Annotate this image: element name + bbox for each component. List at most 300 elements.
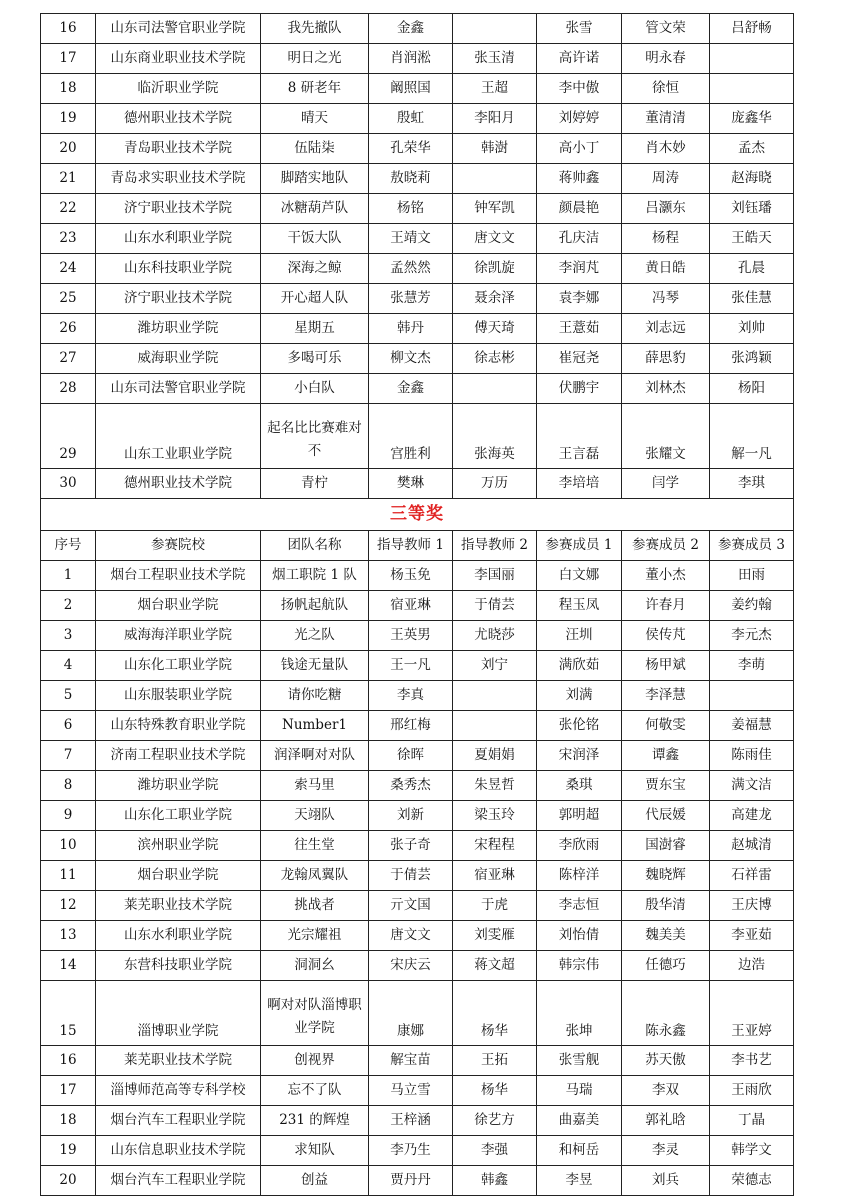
- cell-school: 潍坊职业学院: [96, 771, 261, 801]
- table-row: [41, 224, 794, 254]
- cell-team: 润泽啊对对队: [261, 741, 369, 771]
- cell-teacher-1: 金鑫: [369, 14, 453, 44]
- cell-teacher-1: 阚照国: [369, 74, 453, 104]
- cell-index: 2: [41, 591, 96, 621]
- cell-school: 山东水利职业学院: [96, 224, 261, 254]
- cell-school: 济宁职业技术学院: [96, 194, 261, 224]
- cell-member-2: 闫学: [622, 469, 710, 499]
- cell-team: 光之队: [261, 621, 369, 651]
- cell-member-3: 王亚婷: [710, 981, 794, 1046]
- cell-index: 序号: [41, 531, 96, 561]
- cell-team: 多喝可乐: [261, 344, 369, 374]
- cell-teacher-2: 于倩芸: [453, 591, 537, 621]
- cell-member-1: 白文娜: [537, 561, 622, 591]
- cell-team: 天翊队: [261, 801, 369, 831]
- cell-member-2: 参赛成员 2: [622, 531, 710, 561]
- cell-member-3: 解一凡: [710, 404, 794, 469]
- cell-member-2: 苏天傲: [622, 1046, 710, 1076]
- cell-member-1: 李润芃: [537, 254, 622, 284]
- cell-member-1: 郭明超: [537, 801, 622, 831]
- cell-teacher-1: 于倩芸: [369, 861, 453, 891]
- cell-school: 临沂职业学院: [96, 74, 261, 104]
- cell-teacher-1: 肖润淞: [369, 44, 453, 74]
- cell-team: 光宗耀祖: [261, 921, 369, 951]
- cell-member-1: 李中傲: [537, 74, 622, 104]
- cell-member-2: 刘兵: [622, 1166, 710, 1196]
- cell-member-3: [710, 74, 794, 104]
- cell-member-3: 张鸿颖: [710, 344, 794, 374]
- table-row: [41, 1166, 794, 1196]
- cell-teacher-2: 于虎: [453, 891, 537, 921]
- cell-member-2: 李灵: [622, 1136, 710, 1166]
- cell-team: 231 的辉煌: [261, 1106, 369, 1136]
- cell-team: 求知队: [261, 1136, 369, 1166]
- cell-index: 11: [41, 861, 96, 891]
- cell-school: 烟台职业学院: [96, 591, 261, 621]
- cell-index: 14: [41, 951, 96, 981]
- cell-teacher-2: 夏娟娟: [453, 741, 537, 771]
- cell-team: 团队名称: [261, 531, 369, 561]
- cell-teacher-2: 指导教师 2: [453, 531, 537, 561]
- cell-teacher-2: 钟军凯: [453, 194, 537, 224]
- cell-index: 18: [41, 1106, 96, 1136]
- cell-school: 烟台汽车工程职业学院: [96, 1166, 261, 1196]
- cell-member-2: 许春月: [622, 591, 710, 621]
- cell-school: 山东水利职业学院: [96, 921, 261, 951]
- table-row: [41, 801, 794, 831]
- cell-member-1: 张坤: [537, 981, 622, 1046]
- cell-school: 山东化工职业学院: [96, 651, 261, 681]
- cell-teacher-2: 韩鑫: [453, 1166, 537, 1196]
- cell-index: 27: [41, 344, 96, 374]
- cell-member-2: 徐恒: [622, 74, 710, 104]
- table-row: [41, 1076, 794, 1106]
- table-row: [41, 284, 794, 314]
- cell-member-2: 刘林杰: [622, 374, 710, 404]
- cell-school: 莱芜职业技术学院: [96, 891, 261, 921]
- table-row: [41, 404, 794, 469]
- cell-teacher-1: 桑秀杰: [369, 771, 453, 801]
- cell-teacher-2: [453, 711, 537, 741]
- cell-member-1: 袁李娜: [537, 284, 622, 314]
- cell-member-1: 张伦铭: [537, 711, 622, 741]
- cell-member-1: 崔冠尧: [537, 344, 622, 374]
- cell-index: 1: [41, 561, 96, 591]
- cell-index: 10: [41, 831, 96, 861]
- cell-team: 开心超人队: [261, 284, 369, 314]
- cell-teacher-2: [453, 681, 537, 711]
- cell-index: 29: [41, 404, 96, 469]
- cell-teacher-1: 宋庆云: [369, 951, 453, 981]
- cell-index: 24: [41, 254, 96, 284]
- table-row: [41, 831, 794, 861]
- cell-index: 12: [41, 891, 96, 921]
- cell-teacher-2: 王超: [453, 74, 537, 104]
- cell-teacher-1: 樊琳: [369, 469, 453, 499]
- cell-teacher-1: 宫胜利: [369, 404, 453, 469]
- cell-teacher-2: [453, 14, 537, 44]
- cell-member-2: 郭礼晗: [622, 1106, 710, 1136]
- cell-teacher-1: 杨玉免: [369, 561, 453, 591]
- cell-teacher-2: 李国丽: [453, 561, 537, 591]
- cell-team: 创益: [261, 1166, 369, 1196]
- cell-member-2: 代辰媛: [622, 801, 710, 831]
- cell-member-3: 边浩: [710, 951, 794, 981]
- table-row: [41, 14, 794, 44]
- table-row: [41, 591, 794, 621]
- table-row: [41, 861, 794, 891]
- cell-member-2: 肖木妙: [622, 134, 710, 164]
- cell-member-3: 刘帅: [710, 314, 794, 344]
- cell-team: 小白队: [261, 374, 369, 404]
- cell-teacher-1: 王英男: [369, 621, 453, 651]
- cell-member-1: 参赛成员 1: [537, 531, 622, 561]
- cell-teacher-2: 徐凯旋: [453, 254, 537, 284]
- cell-school: 山东科技职业学院: [96, 254, 261, 284]
- cell-teacher-2: 刘雯雁: [453, 921, 537, 951]
- cell-member-3: [710, 44, 794, 74]
- cell-teacher-2: 徐艺方: [453, 1106, 537, 1136]
- cell-teacher-2: 张海英: [453, 404, 537, 469]
- cell-school: 烟台汽车工程职业学院: [96, 1106, 261, 1136]
- cell-teacher-1: 宿亚琳: [369, 591, 453, 621]
- cell-team: 脚踏实地队: [261, 164, 369, 194]
- cell-teacher-1: 指导教师 1: [369, 531, 453, 561]
- cell-teacher-2: 傅天琦: [453, 314, 537, 344]
- cell-member-2: 杨甲斌: [622, 651, 710, 681]
- cell-member-3: 张佳慧: [710, 284, 794, 314]
- cell-member-1: 高许诺: [537, 44, 622, 74]
- cell-member-3: 丁晶: [710, 1106, 794, 1136]
- cell-teacher-2: 梁玉玲: [453, 801, 537, 831]
- cell-index: 25: [41, 284, 96, 314]
- cell-teacher-2: 朱昱哲: [453, 771, 537, 801]
- cell-school: 德州职业技术学院: [96, 104, 261, 134]
- cell-team: 忘不了队: [261, 1076, 369, 1106]
- table-row: [41, 621, 794, 651]
- cell-school: 山东化工职业学院: [96, 801, 261, 831]
- cell-teacher-2: 聂余泽: [453, 284, 537, 314]
- cell-teacher-2: 宿亚琳: [453, 861, 537, 891]
- cell-member-3: 李亚茹: [710, 921, 794, 951]
- cell-member-2: 贾东宝: [622, 771, 710, 801]
- cell-member-2: 董清清: [622, 104, 710, 134]
- cell-member-2: 陈永鑫: [622, 981, 710, 1046]
- cell-member-1: 王言磊: [537, 404, 622, 469]
- cell-index: 7: [41, 741, 96, 771]
- cell-team: 起名比比赛难对不: [261, 404, 369, 469]
- cell-teacher-1: 解宝苗: [369, 1046, 453, 1076]
- table-row: [41, 1106, 794, 1136]
- cell-school: 济宁职业技术学院: [96, 284, 261, 314]
- cell-member-1: 李培培: [537, 469, 622, 499]
- cell-member-1: 蒋帅鑫: [537, 164, 622, 194]
- cell-school: 山东司法警官职业学院: [96, 374, 261, 404]
- cell-teacher-2: 王拓: [453, 1046, 537, 1076]
- cell-member-3: 李元杰: [710, 621, 794, 651]
- cell-member-1: 王薏茹: [537, 314, 622, 344]
- cell-teacher-2: 刘宁: [453, 651, 537, 681]
- cell-member-2: 殷华清: [622, 891, 710, 921]
- cell-team: Number1: [261, 711, 369, 741]
- cell-teacher-2: 万历: [453, 469, 537, 499]
- cell-index: 28: [41, 374, 96, 404]
- cell-teacher-1: 邢红梅: [369, 711, 453, 741]
- cell-teacher-1: 徐晖: [369, 741, 453, 771]
- cell-member-3: 田雨: [710, 561, 794, 591]
- cell-teacher-1: 敖晓莉: [369, 164, 453, 194]
- cell-member-1: 曲嘉美: [537, 1106, 622, 1136]
- cell-teacher-1: 王梓涵: [369, 1106, 453, 1136]
- cell-index: 16: [41, 14, 96, 44]
- cell-index: 17: [41, 1076, 96, 1106]
- cell-teacher-2: [453, 164, 537, 194]
- cell-school: 山东商业职业技术学院: [96, 44, 261, 74]
- cell-member-3: 庞鑫华: [710, 104, 794, 134]
- cell-teacher-2: 徐志彬: [453, 344, 537, 374]
- table-row: [41, 711, 794, 741]
- cell-member-1: 刘满: [537, 681, 622, 711]
- table-row: [41, 314, 794, 344]
- cell-member-1: 李昱: [537, 1166, 622, 1196]
- cell-team: 请你吃糖: [261, 681, 369, 711]
- cell-member-2: 周涛: [622, 164, 710, 194]
- award-table-body: [41, 14, 794, 1196]
- cell-member-2: 薛思豹: [622, 344, 710, 374]
- cell-team: 青柠: [261, 469, 369, 499]
- cell-member-3: 参赛成员 3: [710, 531, 794, 561]
- cell-teacher-1: 刘新: [369, 801, 453, 831]
- cell-team: 索马里: [261, 771, 369, 801]
- cell-index: 17: [41, 44, 96, 74]
- award-list-sheet: [40, 13, 793, 1196]
- cell-member-1: 陈梓洋: [537, 861, 622, 891]
- cell-member-2: 国澍睿: [622, 831, 710, 861]
- cell-team: 冰糖葫芦队: [261, 194, 369, 224]
- table-row: [41, 651, 794, 681]
- table-row: [41, 344, 794, 374]
- cell-member-2: 黄日皓: [622, 254, 710, 284]
- cell-member-3: 李萌: [710, 651, 794, 681]
- cell-member-2: 魏晓辉: [622, 861, 710, 891]
- cell-member-1: 高小丁: [537, 134, 622, 164]
- cell-school: 莱芜职业技术学院: [96, 1046, 261, 1076]
- table-row: [41, 561, 794, 591]
- cell-index: 3: [41, 621, 96, 651]
- cell-index: 19: [41, 1136, 96, 1166]
- cell-teacher-1: 康娜: [369, 981, 453, 1046]
- cell-index: 8: [41, 771, 96, 801]
- table-row: [41, 681, 794, 711]
- cell-teacher-1: 李乃生: [369, 1136, 453, 1166]
- cell-teacher-1: 王一凡: [369, 651, 453, 681]
- cell-index: 4: [41, 651, 96, 681]
- cell-team: 钱途无量队: [261, 651, 369, 681]
- cell-index: 21: [41, 164, 96, 194]
- cell-member-1: 孔庆洁: [537, 224, 622, 254]
- cell-member-1: 颜晨艳: [537, 194, 622, 224]
- cell-index: 20: [41, 134, 96, 164]
- cell-teacher-1: 金鑫: [369, 374, 453, 404]
- cell-member-2: 魏美美: [622, 921, 710, 951]
- cell-member-1: 马瑞: [537, 1076, 622, 1106]
- cell-teacher-2: 杨华: [453, 1076, 537, 1106]
- cell-teacher-2: 唐文文: [453, 224, 537, 254]
- cell-member-3: 赵海晓: [710, 164, 794, 194]
- cell-member-1: 满欣茹: [537, 651, 622, 681]
- cell-teacher-2: 李阳月: [453, 104, 537, 134]
- cell-index: 5: [41, 681, 96, 711]
- cell-teacher-1: 韩丹: [369, 314, 453, 344]
- cell-teacher-2: 张玉清: [453, 44, 537, 74]
- cell-member-1: 刘怡倩: [537, 921, 622, 951]
- table-row: [41, 771, 794, 801]
- cell-team: 我先撤队: [261, 14, 369, 44]
- cell-team: 深海之鲸: [261, 254, 369, 284]
- cell-school: 山东工业职业学院: [96, 404, 261, 469]
- cell-member-2: 谭鑫: [622, 741, 710, 771]
- cell-team: 干饭大队: [261, 224, 369, 254]
- cell-member-1: 程玉凤: [537, 591, 622, 621]
- cell-index: 19: [41, 104, 96, 134]
- cell-teacher-1: 李真: [369, 681, 453, 711]
- cell-team: 扬帆起航队: [261, 591, 369, 621]
- cell-member-2: 任德巧: [622, 951, 710, 981]
- cell-index: 16: [41, 1046, 96, 1076]
- cell-member-2: 吕灏东: [622, 194, 710, 224]
- cell-index: 9: [41, 801, 96, 831]
- cell-member-3: 韩学文: [710, 1136, 794, 1166]
- award-table: [40, 13, 794, 1196]
- section-row-third-prize: [41, 499, 794, 531]
- cell-index: 15: [41, 981, 96, 1046]
- cell-member-1: 汪圳: [537, 621, 622, 651]
- cell-team: 8 研老年: [261, 74, 369, 104]
- cell-team: 星期五: [261, 314, 369, 344]
- cell-school: 潍坊职业学院: [96, 314, 261, 344]
- cell-team: 明日之光: [261, 44, 369, 74]
- cell-index: 22: [41, 194, 96, 224]
- table-row: [41, 134, 794, 164]
- cell-member-1: 和柯岳: [537, 1136, 622, 1166]
- cell-member-1: 韩宗伟: [537, 951, 622, 981]
- table-row: [41, 951, 794, 981]
- cell-member-2: 侯传芃: [622, 621, 710, 651]
- cell-index: 6: [41, 711, 96, 741]
- cell-member-2: 刘志远: [622, 314, 710, 344]
- cell-team: 啊对对队淄博职业学院: [261, 981, 369, 1046]
- cell-team: 晴天: [261, 104, 369, 134]
- table-row: [41, 981, 794, 1046]
- cell-member-2: 何敬雯: [622, 711, 710, 741]
- table-row: [41, 741, 794, 771]
- cell-member-2: 冯琴: [622, 284, 710, 314]
- cell-team: 龙翰凤翼队: [261, 861, 369, 891]
- table-row: [41, 891, 794, 921]
- cell-school: 烟台工程职业技术学院: [96, 561, 261, 591]
- cell-member-3: 刘钰璠: [710, 194, 794, 224]
- cell-index: 18: [41, 74, 96, 104]
- cell-teacher-2: 韩澍: [453, 134, 537, 164]
- cell-teacher-2: 宋程程: [453, 831, 537, 861]
- cell-member-3: 王庆博: [710, 891, 794, 921]
- cell-member-1: 李志恒: [537, 891, 622, 921]
- cell-member-2: 杨程: [622, 224, 710, 254]
- cell-team: 往生堂: [261, 831, 369, 861]
- cell-school: 德州职业技术学院: [96, 469, 261, 499]
- cell-school: 滨州职业学院: [96, 831, 261, 861]
- cell-school: 威海海洋职业学院: [96, 621, 261, 651]
- cell-teacher-1: 张慧芳: [369, 284, 453, 314]
- cell-member-3: 王皓天: [710, 224, 794, 254]
- cell-teacher-1: 亓文国: [369, 891, 453, 921]
- table-row: [41, 374, 794, 404]
- table-header-row: [41, 531, 794, 561]
- cell-teacher-1: 唐文文: [369, 921, 453, 951]
- table-row: [41, 469, 794, 499]
- cell-member-3: 王雨欣: [710, 1076, 794, 1106]
- cell-teacher-2: [453, 374, 537, 404]
- cell-teacher-1: 殷虹: [369, 104, 453, 134]
- table-row: [41, 104, 794, 134]
- cell-school: 威海职业学院: [96, 344, 261, 374]
- cell-index: 23: [41, 224, 96, 254]
- cell-team: 伍陆柒: [261, 134, 369, 164]
- cell-index: 26: [41, 314, 96, 344]
- cell-member-1: 伏鹏宇: [537, 374, 622, 404]
- cell-teacher-2: 尤晓莎: [453, 621, 537, 651]
- cell-member-3: 高建龙: [710, 801, 794, 831]
- table-row: [41, 164, 794, 194]
- cell-member-2: 李双: [622, 1076, 710, 1106]
- cell-school: 山东服装职业学院: [96, 681, 261, 711]
- cell-member-3: 赵城清: [710, 831, 794, 861]
- cell-teacher-1: 孟然然: [369, 254, 453, 284]
- cell-member-3: 孔晨: [710, 254, 794, 284]
- cell-member-3: 吕舒畅: [710, 14, 794, 44]
- table-row: [41, 921, 794, 951]
- cell-member-2: 李泽慧: [622, 681, 710, 711]
- table-row: [41, 194, 794, 224]
- cell-member-2: 管文荣: [622, 14, 710, 44]
- cell-school: 青岛职业技术学院: [96, 134, 261, 164]
- section-title-third-prize: 三等奖: [41, 499, 794, 531]
- cell-member-1: 李欣雨: [537, 831, 622, 861]
- cell-member-1: 张雪舰: [537, 1046, 622, 1076]
- cell-school: 烟台职业学院: [96, 861, 261, 891]
- cell-school: 山东信息职业技术学院: [96, 1136, 261, 1166]
- cell-school: 山东特殊教育职业学院: [96, 711, 261, 741]
- cell-teacher-1: 孔荣华: [369, 134, 453, 164]
- cell-school: 青岛求实职业技术学院: [96, 164, 261, 194]
- cell-teacher-1: 王靖文: [369, 224, 453, 254]
- cell-team: 创视界: [261, 1046, 369, 1076]
- cell-teacher-1: 马立雪: [369, 1076, 453, 1106]
- cell-teacher-1: 杨铭: [369, 194, 453, 224]
- cell-school: 济南工程职业技术学院: [96, 741, 261, 771]
- cell-team: 烟工职院 1 队: [261, 561, 369, 591]
- cell-member-3: 姜福慧: [710, 711, 794, 741]
- cell-member-3: 李书艺: [710, 1046, 794, 1076]
- cell-index: 20: [41, 1166, 96, 1196]
- cell-member-2: 董小杰: [622, 561, 710, 591]
- cell-member-1: 宋润泽: [537, 741, 622, 771]
- cell-school: 淄博职业学院: [96, 981, 261, 1046]
- cell-teacher-1: 贾丹丹: [369, 1166, 453, 1196]
- cell-team: 挑战者: [261, 891, 369, 921]
- cell-school: 参赛院校: [96, 531, 261, 561]
- cell-member-3: 孟杰: [710, 134, 794, 164]
